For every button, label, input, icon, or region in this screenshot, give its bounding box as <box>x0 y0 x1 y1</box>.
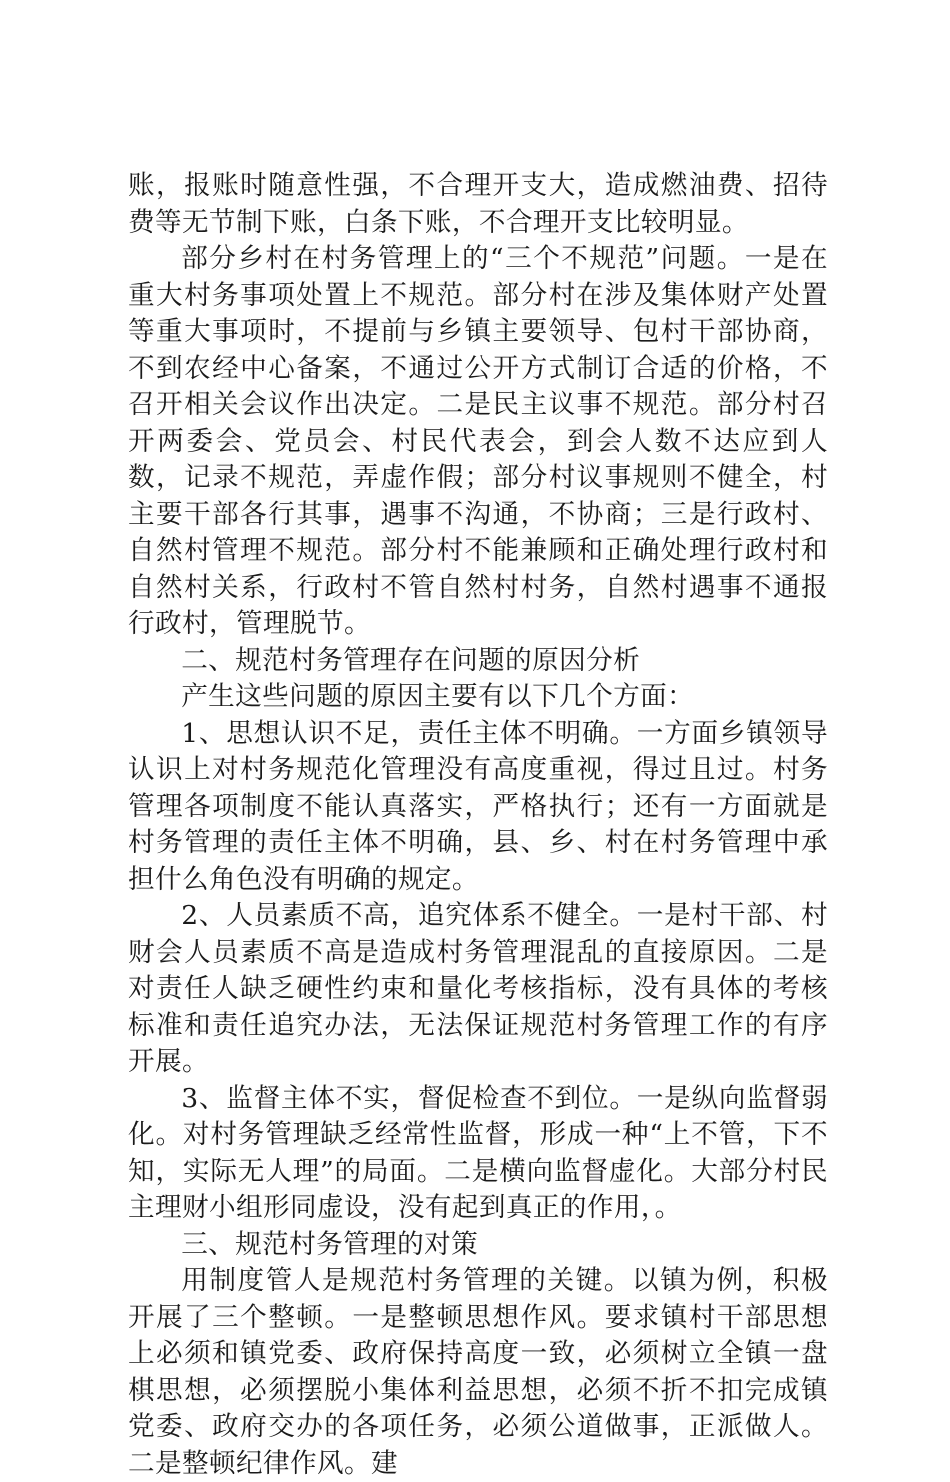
document-body <box>128 168 828 1482</box>
paragraph-cause-1: 1、思想认识不足，责任主体不明确。一方面乡镇领导认识上对村务规范化管理没有高度重视，得过且过。村务管理各项制度不能认真落实，严格执行；还有一方面就是村务管理的责任主体不明确，县、乡、村在村务管理中承担什么角色没有明确的规定。 <box>128 717 828 895</box>
paragraph-continuation: 账，报账时随意性强，不合理开支大，造成燃油费、招待费等无节制下账，白条下账，不合理开支比较明显。 <box>128 170 828 238</box>
paragraph-three-irregularities: 部分乡村在村务管理上的“三个不规范”问题。一是在重大村务事项处置上不规范。部分村在涉及集体财产处置等重大事项时，不提前与乡镇主要领导、包村干部协商，不到农经中心备案，不通过公开方式制订合适的价格，不召开相关会议作出决定。二是民主议事不规范。部分村召开两委会、党员会、村民代表会，到会人数不达应到人数，记录不规范，弄虚作假；部分村议事规则不健全，村主要干部各行其事，遇事不沟通，不协商；三是行政村、自然村管理不规范。部分村不能兼顾和正确处理行政村和自然村关系，行政村不管自然村村务，自然村遇事不通报行政村，管理脱节。 <box>128 243 828 639</box>
paragraph-cause-3: 3、监督主体不实，督促检查不到位。一是纵向监督弱化。对村务管理缺乏经常性监督，形成一种“上不管，下不知，实际无人理”的局面。二是横向监督虚化。大部分村民主理财小组形同虚设，没有起到真正的作用，。 <box>128 1082 828 1223</box>
section-heading-causes: 二、规范村务管理存在问题的原因分析 <box>181 644 641 676</box>
paragraph-causes-intro: 产生这些问题的原因主要有以下几个方面： <box>181 681 695 712</box>
paragraph-cause-2: 2、人员素质不高，追究体系不健全。一是村干部、村财会人员素质不高是造成村务管理混乱的直接原因。二是对责任人缺乏硬性约束和量化考核指标，没有具体的考核标准和责任追究办法，无法保证规范村务管理工作的有序开展。 <box>128 900 828 1077</box>
paragraph-countermeasures: 用制度管人是规范村务管理的关键。以镇为例，积极开展了三个整顿。一是整顿思想作风。要求镇村干部思想上必须和镇党委、政府保持高度一致，必须树立全镇一盘棋思想，必须摆脱小集体利益思想，必须不折不扣完成镇党委、政府交办的各项任务，必须公道做事，正派做人。二是整顿纪律作风。建 <box>128 1265 828 1479</box>
section-heading-countermeasures: 三、规范村务管理的对策 <box>181 1228 479 1260</box>
